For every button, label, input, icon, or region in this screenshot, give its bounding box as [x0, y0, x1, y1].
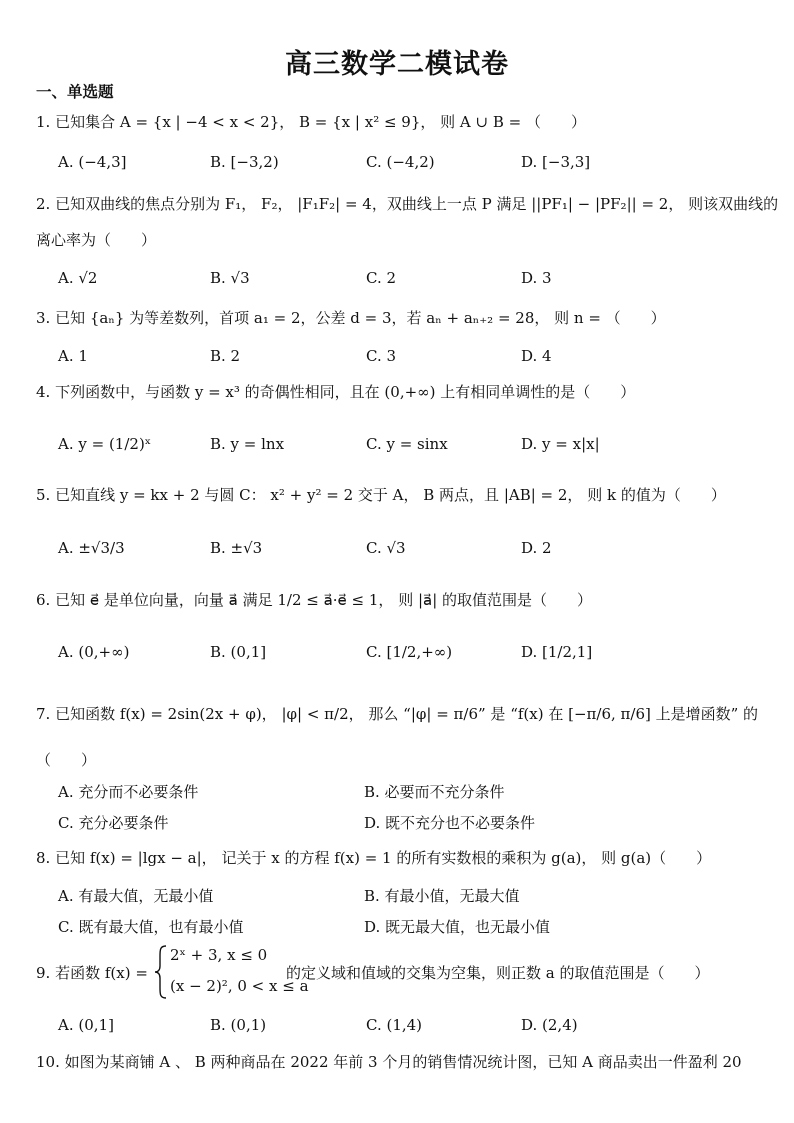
- question-1-options: [58, 150, 758, 174]
- q5-option-c[interactable]: C. √3: [366, 539, 406, 557]
- q3-option-d[interactable]: D. 4: [521, 347, 552, 365]
- question-2-stem-line1: 2. 已知双曲线的焦点分别为 F₁， F₂， |F₁F₂| = 4，双曲线上一点 P 满足 ||PF₁| − |PF₂|| = 2， 则该双曲线的: [36, 195, 779, 213]
- question-5-stem: 5. 已知直线 y = kx + 2 与圆 C： x² + y² = 2 交于 A， B 两点，且 |AB| = 2， 则 k 的值为（ ）: [36, 486, 726, 504]
- q3-option-a[interactable]: A. 1: [58, 347, 88, 365]
- question-7-options-row1: [58, 780, 758, 804]
- question-5-options: [58, 536, 758, 560]
- question-8-options-row2: [58, 915, 758, 939]
- q4-option-d[interactable]: D. y = x|x|: [521, 435, 600, 453]
- section-heading: 一、单选题: [36, 83, 114, 101]
- q2-option-b[interactable]: B. √3: [210, 269, 250, 287]
- q2-option-a[interactable]: A. √2: [58, 269, 98, 287]
- q9-option-a[interactable]: A. (0,1]: [58, 1016, 114, 1034]
- q1-option-b[interactable]: B. [−3,2): [210, 153, 279, 171]
- question-8-stem: 8. 已知 f(x) = |lgx − a|， 记关于 x 的方程 f(x) = 1 的所有实数根的乘积为 g(a)， 则 g(a)（ ）: [36, 849, 712, 867]
- q5-option-b[interactable]: B. ±√3: [210, 539, 263, 557]
- brace-icon: [154, 944, 168, 1000]
- piecewise-case-2: (x − 2)², 0 < x ≤ a: [170, 977, 309, 995]
- q7-option-d[interactable]: D. 既不充分也不必要条件: [364, 814, 536, 832]
- q2-option-d[interactable]: D. 3: [521, 269, 552, 287]
- question-4-stem: 4. 下列函数中，与函数 y = x³ 的奇偶性相同，且在 (0,+∞) 上有相同单调性的是（ ）: [36, 383, 636, 401]
- q6-option-a[interactable]: A. (0,+∞): [58, 643, 130, 661]
- q8-option-a[interactable]: A. 有最大值，无最小值: [58, 887, 214, 905]
- q5-option-a[interactable]: A. ±√3/3: [58, 539, 125, 557]
- q6-option-d[interactable]: D. [1/2,1]: [521, 643, 593, 661]
- q9-option-d[interactable]: D. (2,4): [521, 1016, 578, 1034]
- question-7-stem-line2: （ ）: [36, 751, 97, 769]
- exam-title: 高三数学二模试卷: [285, 49, 509, 80]
- q4-option-b[interactable]: B. y = lnx: [210, 435, 285, 453]
- question-3-options: [58, 344, 758, 368]
- q1-option-a[interactable]: A. (−4,3]: [58, 153, 127, 171]
- q6-option-c[interactable]: C. [1/2,+∞): [366, 643, 453, 661]
- question-6-stem: 6. 已知 e⃗ 是单位向量，向量 a⃗ 满足 1/2 ≤ a⃗·e⃗ ≤ 1， 则 |a⃗| 的取值范围是（ ）: [36, 591, 593, 609]
- q5-option-d[interactable]: D. 2: [521, 539, 552, 557]
- question-9-options: [58, 1013, 758, 1037]
- question-3-stem: 3. 已知 {aₙ} 为等差数列，首项 a₁ = 2，公差 d = 3，若 aₙ + aₙ₊₂ = 28， 则 n = （ ）: [36, 309, 666, 327]
- q9-option-c[interactable]: C. (1,4): [366, 1016, 423, 1034]
- q7-option-a[interactable]: A. 充分而不必要条件: [58, 783, 199, 801]
- q7-option-c[interactable]: C. 充分必要条件: [58, 814, 169, 832]
- question-9-stem-pre: 9. 若函数 f(x) =: [36, 964, 148, 982]
- question-2-options: [58, 266, 758, 290]
- question-4-options: [58, 432, 758, 456]
- question-1-stem: 1. 已知集合 A = {x | −4 < x < 2}， B = {x | x² ≤ 9}， 则 A ∪ B = （ ）: [36, 113, 586, 131]
- q3-option-c[interactable]: C. 3: [366, 347, 397, 365]
- q9-option-b[interactable]: B. (0,1): [210, 1016, 267, 1034]
- q4-option-c[interactable]: C. y = sinx: [366, 435, 448, 453]
- q8-option-b[interactable]: B. 有最小值，无最大值: [364, 887, 520, 905]
- piecewise-case-1: 2ˣ + 3, x ≤ 0: [170, 946, 268, 964]
- question-7-options-row2: [58, 811, 758, 835]
- q8-option-c[interactable]: C. 既有最大值，也有最小值: [58, 918, 244, 936]
- q8-option-d[interactable]: D. 既无最大值，也无最小值: [364, 918, 551, 936]
- q2-option-c[interactable]: C. 2: [366, 269, 397, 287]
- q7-option-b[interactable]: B. 必要而不充分条件: [364, 783, 505, 801]
- q1-option-c[interactable]: C. (−4,2): [366, 153, 435, 171]
- question-6-options: [58, 640, 758, 664]
- piecewise-brace: [154, 944, 168, 1000]
- q3-option-b[interactable]: B. 2: [210, 347, 241, 365]
- question-8-options-row1: [58, 884, 758, 908]
- q4-option-a[interactable]: A. y = (1/2)ˣ: [58, 435, 152, 453]
- question-7-stem-line1: 7. 已知函数 f(x) = 2sin(2x + φ)， |φ| < π/2， 那么 “|φ| = π/6” 是 “f(x) 在 [−π/6, π/6] 上是增函数” 的: [36, 705, 759, 723]
- q1-option-d[interactable]: D. [−3,3]: [521, 153, 591, 171]
- question-9-stem-post: 的定义域和值域的交集为空集，则正数 a 的取值范围是（ ）: [286, 964, 710, 982]
- q6-option-b[interactable]: B. (0,1]: [210, 643, 267, 661]
- question-10-stem: 10. 如图为某商铺 A 、 B 两种商品在 2022 年前 3 个月的销售情况统计图，已知 A 商品卖出一件盈利 20: [36, 1053, 742, 1071]
- question-2-stem-line2: 离心率为（ ）: [36, 231, 157, 249]
